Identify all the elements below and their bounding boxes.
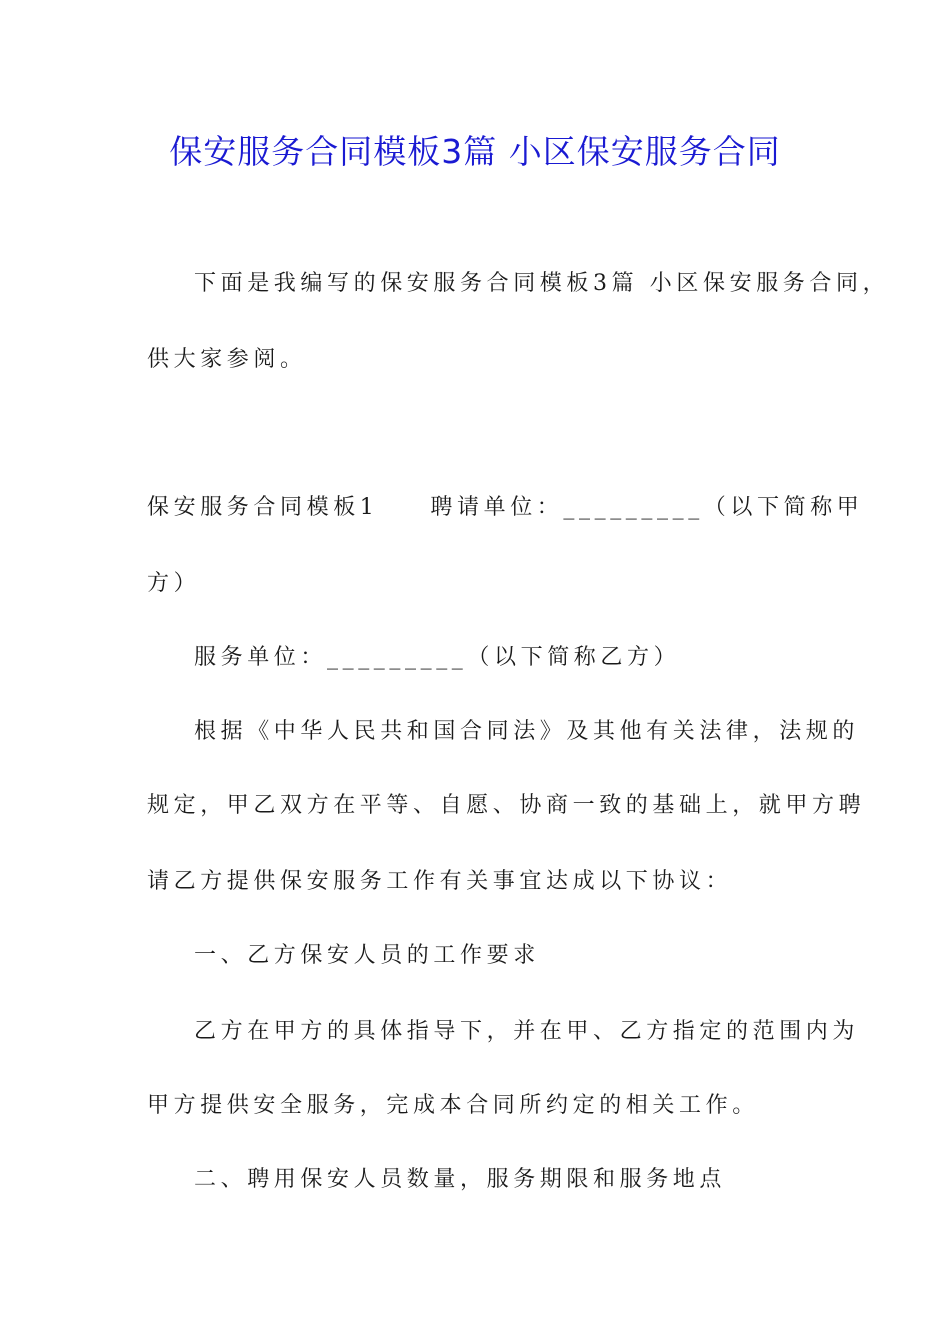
document-title: 保安服务合同模板3篇 小区保安服务合同 bbox=[169, 132, 781, 171]
basis-line-3: 请乙方提供保安服务工作有关事宜达成以下协议： bbox=[147, 869, 733, 894]
basis-line-2: 规定，甲乙双方在平等、自愿、协商一致的基础上，就甲方聘 bbox=[147, 793, 866, 818]
template1-label: 保安服务合同模板1 bbox=[147, 495, 379, 520]
section1-body-line-2: 甲方提供安全服务，完成本合同所约定的相关工作。 bbox=[147, 1093, 759, 1118]
section1-heading: 一、乙方保安人员的工作要求 bbox=[194, 943, 540, 968]
section2-heading: 二、聘用保安人员数量，服务期限和服务地点 bbox=[194, 1167, 727, 1192]
hiring-unit-text: 聘请单位：_________（以下简称甲 bbox=[430, 495, 864, 520]
intro-line-1: 下面是我编写的保安服务合同模板3篇 小区保安服务合同， bbox=[194, 271, 890, 296]
section1-body-line-1: 乙方在甲方的具体指导下，并在甲、乙方指定的范围内为 bbox=[194, 1019, 860, 1044]
template1-heading-line bbox=[147, 492, 863, 524]
basis-line-1: 根据《中华人民共和国合同法》及其他有关法律，法规的 bbox=[194, 719, 860, 744]
service-unit-line: 服务单位：_________（以下简称乙方） bbox=[194, 645, 681, 670]
hiring-unit-continuation: 方） bbox=[147, 571, 201, 596]
intro-line-2: 供大家参阅。 bbox=[147, 347, 307, 372]
